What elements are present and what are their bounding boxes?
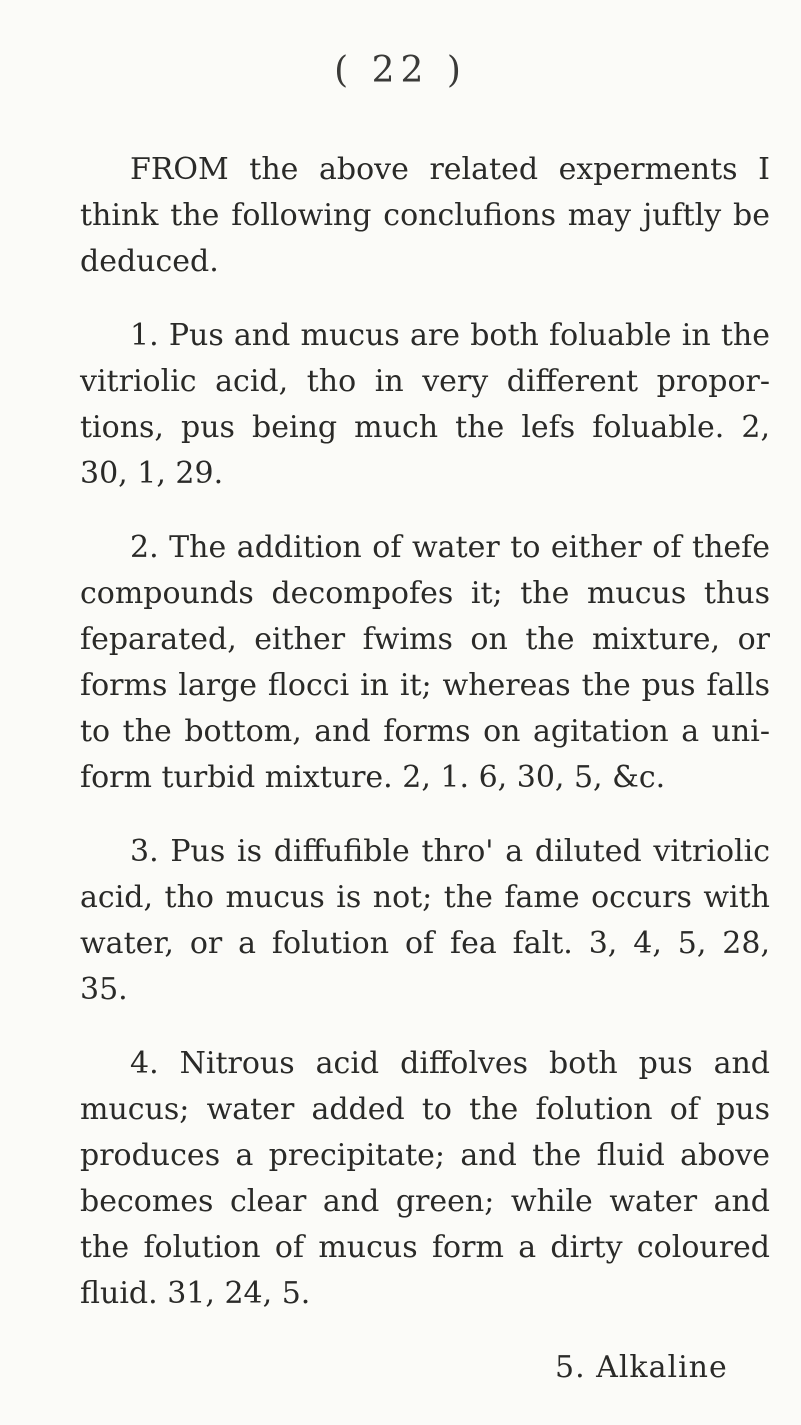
text-line: produces a precipitate; and the fluid above [80,1138,770,1173]
text-line: vitriolic acid, tho in very different propor- [80,364,770,399]
page-number: ( 22 ) [334,50,467,91]
text-line: feparated, either fwims on the mixture, or [80,622,770,657]
text-line: to the bottom, and forms on agitation a uni- [80,714,770,749]
text-line: 4. Nitrous acid diffolves both pus and [130,1046,770,1081]
text-line: the folution of mucus form a dirty coloured [80,1230,770,1265]
text-line: tions, pus being much the lefs foluable. 2, [80,410,770,445]
text-line: compounds decompofes it; the mucus thus [80,576,770,611]
text-line: think the following conclufions may juftly be [80,198,770,233]
text-line: fluid. 31, 24, 5. [80,1276,311,1311]
text-line: 35. [80,972,128,1007]
text-line: becomes clear and green; while water and [80,1184,770,1219]
text-line: water, or a folution of fea falt. 3, 4, 5, 28, [80,926,770,961]
text-line: FROM the above related experments I [130,152,770,187]
text-line: 2. The addition of water to either of thefe [130,530,770,565]
text-line: acid, tho mucus is not; the fame occurs with [80,880,770,915]
text-line: deduced. [80,244,219,279]
text-line: 3. Pus is diffufible thro' a diluted vitriolic [130,834,770,869]
text-line: forms large flocci in it; whereas the pus falls [80,668,770,703]
text-line: 1. Pus and mucus are both foluable in the [130,318,770,353]
text-line: form turbid mixture. 2, 1. 6, 30, 5, &c. [80,760,666,795]
text-line: 30, 1, 29. [80,456,224,491]
catchword: 5. Alkaline [555,1350,728,1385]
text-line: mucus; water added to the folution of pus [80,1092,770,1127]
